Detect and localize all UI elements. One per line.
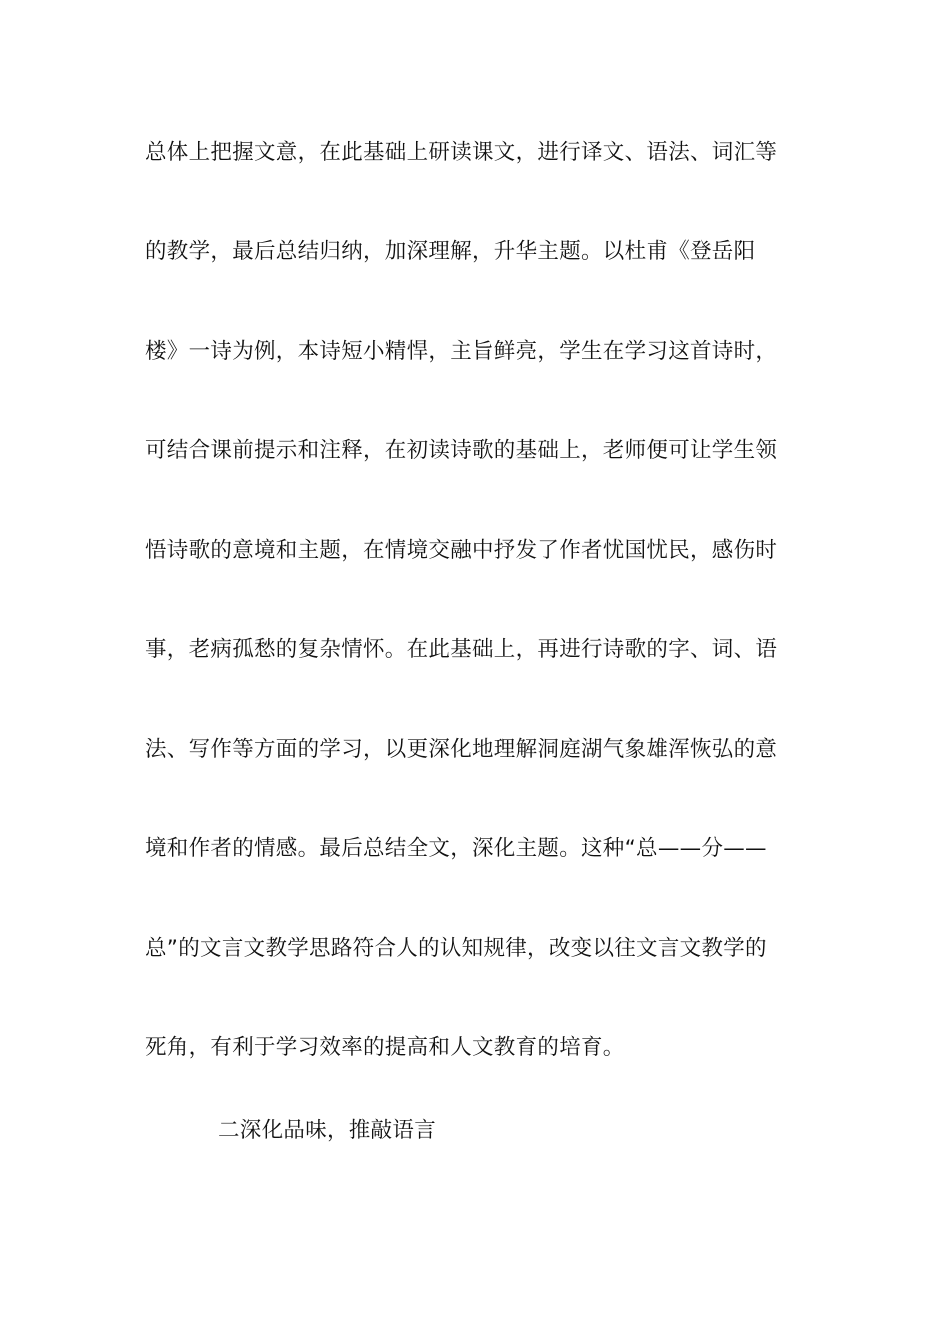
paragraph-line: 楼》一诗为例，本诗短小精悍，主旨鲜亮，学生在学习这首诗时， [145, 339, 778, 364]
paragraph-line: 可结合课前提示和注释，在初读诗歌的基础上，老师便可让学生领 [145, 438, 778, 463]
paragraph-line: 总体上把握文意，在此基础上研读课文，进行译文、语法、词汇等 [145, 140, 778, 165]
paragraph-line: 总”的文言文教学思路符合人的认知规律，改变以往文言文教学的 [145, 936, 767, 961]
paragraph-line: 悟诗歌的意境和主题，在情境交融中抒发了作者忧国忧民，感伤时 [145, 538, 778, 563]
section-heading: 二深化品味，推敲语言 [218, 1118, 437, 1143]
paragraph-line: 境和作者的情感。最后总结全文，深化主题。这种“总——分—— [145, 836, 767, 861]
paragraph-line: 的教学，最后总结归纳，加深理解，升华主题。以杜甫《登岳阳 [145, 239, 756, 264]
paragraph-line: 事，老病孤愁的复杂情怀。在此基础上，再进行诗歌的字、词、语 [145, 637, 778, 662]
paragraph-line: 法、写作等方面的学习，以更深化地理解洞庭湖气象雄浑恢弘的意 [145, 737, 778, 762]
paragraph-line: 死角，有利于学习效率的提高和人文教育的培育。 [145, 1035, 625, 1060]
